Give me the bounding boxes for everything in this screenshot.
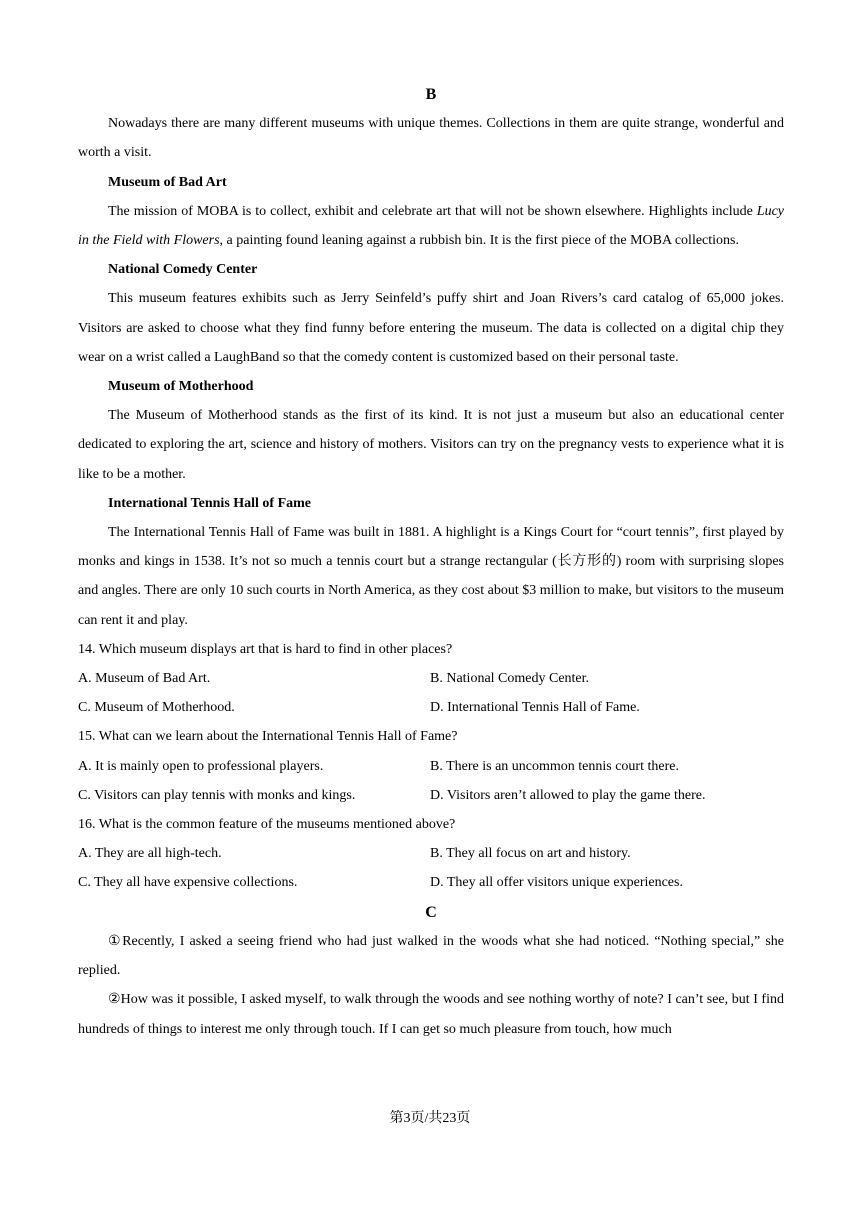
section-c-title: C <box>425 903 437 921</box>
section-c-paragraph: ①Recently, I asked a seeing friend who had just walked in the woods what she had noticed. “Nothing special,” she replied. <box>78 933 784 979</box>
question-stem: 16. What is the common feature of the museums mentioned above? <box>78 817 456 833</box>
option: C. Visitors can play tennis with monks and kings. <box>78 787 356 803</box>
option: D. Visitors aren’t allowed to play the game there. <box>430 787 706 803</box>
question-options <box>78 839 784 897</box>
page-number-footer: 第3页/共23页 <box>389 1111 471 1126</box>
question-options <box>78 752 784 810</box>
option: B. They all focus on art and history. <box>430 846 631 862</box>
museum-text: , a painting found leaning against a rubbish bin. It is the first piece of the MOBA collections. <box>219 233 739 249</box>
option: A. It is mainly open to professional players. <box>78 758 324 774</box>
option: A. They are all high-tech. <box>78 846 222 862</box>
option: C. They all have expensive collections. <box>78 875 298 891</box>
museum-description <box>78 197 784 255</box>
question-stem: 14. Which museum displays art that is hard to find in other places? <box>78 641 453 657</box>
museum-description: The Museum of Motherhood stands as the first of its kind. It is not just a museum but also an educational center dedicated to exploring the art, science and history of mothers. Visitors can try on the pregnancy vests to experience what it is like to be a mother. <box>78 408 784 482</box>
option: D. They all offer visitors unique experiences. <box>430 875 683 891</box>
option: B. National Comedy Center. <box>430 671 590 687</box>
section-b-intro: Nowadays there are many different museums with unique themes. Collections in them are quite strange, wonderful and worth a visit. <box>78 116 784 161</box>
museum-heading: National Comedy Center <box>108 262 258 278</box>
option: D. International Tennis Hall of Fame. <box>430 700 640 716</box>
option: A. Museum of Bad Art. <box>78 671 211 687</box>
museum-description: This museum features exhibits such as Jerry Seinfeld’s puffy shirt and Joan Rivers’s card catalog of 65,000 jokes. Visitors are asked to choose what they find funny before entering the museum. The data is collected on a digital chip they wear on a wrist called a LaughBand so that the comedy content is customized based on their personal taste. <box>78 291 784 365</box>
section-c-paragraph: ②How was it possible, I asked myself, to walk through the woods and see nothing worthy of note? I can’t see, but I find hundreds of things to interest me only through touch. If I can get so much pleasure from touch, how much <box>78 992 784 1037</box>
museum-heading: Museum of Motherhood <box>108 379 254 395</box>
option: B. There is an uncommon tennis court there. <box>430 758 679 774</box>
museum-description: The International Tennis Hall of Fame was built in 1881. A highlight is a Kings Court for “court tennis”, first played by monks and kings in 1538. It’s not so much a tennis court but a strange rectangular (长方形的) room with surprising slopes and angles. There are only 10 such courts in North America, as they cost about $3 million to make, but visitors to the museum can rent it and play. <box>78 525 784 628</box>
museum-heading: Museum of Bad Art <box>108 174 227 190</box>
section-b-title: B <box>425 86 437 103</box>
page-content <box>78 80 784 1044</box>
painting-title: Lucy in the Field with Flowers <box>78 203 784 249</box>
museum-heading: International Tennis Hall of Fame <box>108 495 312 511</box>
question-options <box>78 664 784 722</box>
museum-text: The mission of MOBA is to collect, exhibit and celebrate art that will not be shown elsewhere. Highlights include <box>108 203 757 219</box>
option: C. Museum of Motherhood. <box>78 700 235 716</box>
question-stem: 15. What can we learn about the International Tennis Hall of Fame? <box>78 729 458 745</box>
